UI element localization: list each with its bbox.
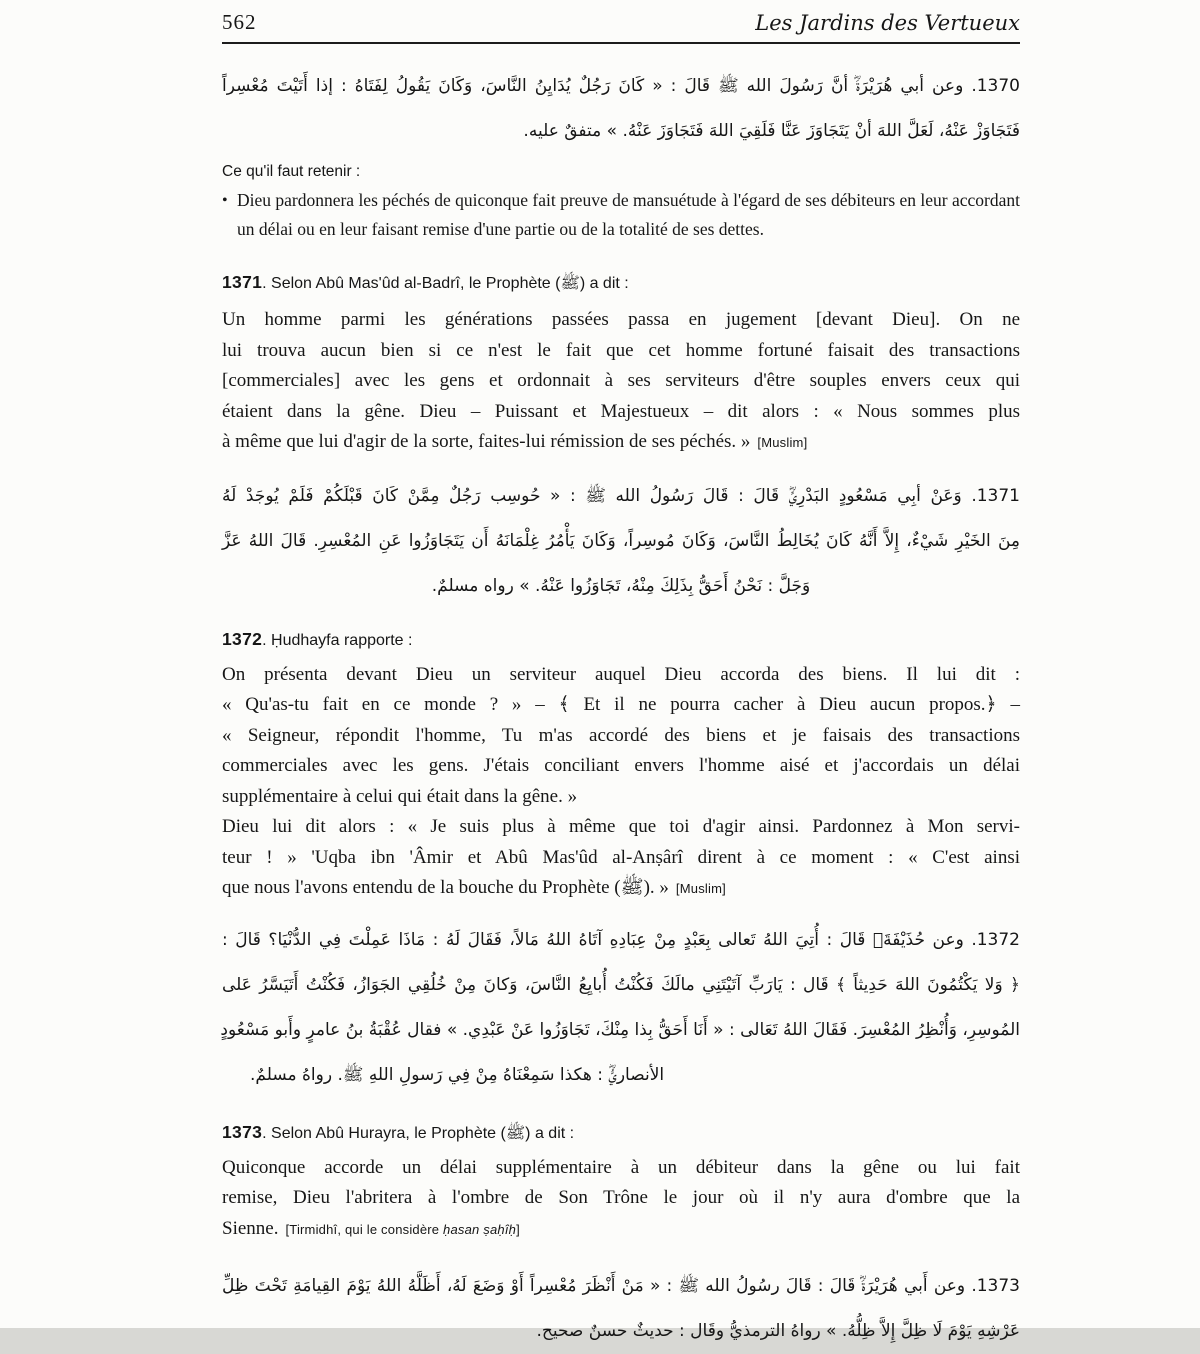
arabic-hadith-line: المُوسِرِ، وَأُنْظِرُ المُعْسِرَ. فَقَالَ اللهُ تَعَالى : « أَنَا أَحَقُّ بِذا مِنْكَ، تَجَاوَزُوا عَنْ عَبْدِي. » فقال عُقْبَةُ بنُ عامرٍ وأَبو مَسْعُودٍ	[220, 1019, 1020, 1040]
paragraph-line-text: teur ! » 'Uqba ibn 'Âmir et Abû Mas'ûd al-Anṣârî dirent à ce moment : « C'est ainsi	[222, 846, 1020, 868]
paragraph-line-text: [commerciales] avec les gens et ordonnait à ses serviteurs d'être souples envers ceux qui	[222, 370, 1020, 391]
key-points-note	[222, 163, 1020, 244]
arabic-hadith-line: 1370. وعن أبي هُرَيْرَةَؓ أنَّ رَسُولَ الله ﷺ قَالَ : « كَانَ رَجُلٌ يُدَايِنُ النَّاسَ، وَكَانَ يَقُولُ لِفَتَاهُ : إذا أَتَيْتَ مُعْسِراً	[222, 76, 1020, 96]
bullet-text	[237, 186, 1020, 244]
paragraph-line	[222, 1183, 1020, 1214]
paragraph-line-text: supplémentaire à celui qui était dans la gêne. »	[222, 785, 578, 807]
paragraph-line-text: que nous l'avons entendu de la bouche du Prophète (ﷺ). »	[222, 877, 669, 898]
paragraph-line	[222, 873, 1020, 904]
paragraph-line-text: « Qu'as-tu fait en ce monde ? » – ﴾ Et il ne pourra cacher à Dieu aucun propos.﴿ –	[222, 694, 1020, 715]
paragraph-line	[222, 782, 1020, 813]
bullet-text-line: Dieu pardonnera les péchés de quiconque fait preuve de mansuétude à l'égard de ses débiteurs en leur accordant	[236, 190, 1020, 210]
key-points-label: Ce qu'il faut retenir :	[222, 163, 361, 180]
section-heading	[222, 627, 1020, 653]
paragraph-line	[222, 843, 1020, 874]
section-number: 1373	[222, 1121, 263, 1142]
paragraph-line	[222, 305, 1020, 336]
arabic-hadith-block	[222, 64, 1020, 154]
key-points-bullet	[222, 186, 1020, 244]
arabic-hadith-block	[222, 474, 1020, 609]
paragraph-line-text: remise, Dieu l'abritera à l'ombre de Son Trône le jour où il n'y aura d'ombre que la	[222, 1187, 1020, 1208]
paragraph-line	[222, 336, 1020, 367]
source-ref: [Muslim]	[675, 881, 726, 896]
arabic-hadith-line: وَجَلَّ : نَحْنُ أَحَقُّ بِذَلِكَ مِنْهُ، تَجَاوَزُوا عَنْهُ. » رواه مسلمٌ.	[431, 575, 811, 596]
paragraph-line	[222, 1153, 1020, 1184]
paragraph-line-text: Quiconque accorde un délai supplémentaire à un débiteur dans la gêne ou lui fait	[222, 1156, 1020, 1178]
page-content	[222, 64, 1020, 1354]
arabic-hadith-line: فَتَجَاوَزْ عَنْهُ، لَعَلَّ اللهَ أنْ يَتَجَاوَزَ عَنَّا فَلَقِيَ اللهَ فَتَجَاوَزَ عَنْهُ. » متفقٌ عليه.	[523, 121, 1020, 141]
section-number: 1372	[222, 628, 263, 649]
section-heading	[222, 1120, 1020, 1146]
arabic-hadith-line: 1372. وعن حُذَيْفَةَؓ قَالَ : أُتِيَ اللهُ تَعالى بِعَبْدٍ مِنْ عِبَادِهِ آتَاهُ اللهُ مَالاً، فَقَالَ لَهُ : مَاذَا عَمِلْتَ فِي الدُّنْيَا؟ قَالَ :	[222, 929, 1020, 950]
section-heading	[222, 270, 1020, 296]
paragraph-line-text: Un homme parmi les générations passées passa en jugement [devant Dieu]. On ne	[222, 309, 1020, 330]
paragraph-line	[222, 660, 1020, 691]
paragraph-line	[222, 721, 1020, 752]
arabic-hadith-line: مِنَ الخَيْرِ شَيْءٌ، إِلاَّ أَنَّهُ كَانَ يُخَالِطُ النَّاسَ، وَكَانَ مُوسِراً، وَكَانَ يَأْمُرُ غِلْمَانَهُ أَن يَتَجَاوَزُوا عَنِ المُعْسِرِ. قَالَ اللهُ عَزَّ	[222, 530, 1020, 551]
paragraph-line-text: étaient dans la gêne. Dieu – Puissant et Majestueux – dit alors : « Nous sommes plus	[222, 400, 1020, 422]
paragraph-line	[222, 690, 1020, 721]
bullet-icon: •	[222, 192, 228, 209]
hadith-translation-paragraph	[222, 305, 1020, 458]
source-ref-grade: ḥasan ṣaḥîḥ	[443, 1221, 517, 1237]
source-ref: [Muslim]	[757, 435, 808, 450]
page-header	[222, 0, 1020, 44]
bullet-text-line: un délai ou en leur faisant remise d'une partie ou de la totalité de ses dettes.	[236, 219, 764, 239]
section-number: 1371	[222, 272, 263, 292]
paragraph-line	[222, 751, 1020, 782]
arabic-hadith-line: ﴿ وَلا يَكْتُمُونَ اللهَ حَدِيثاً ﴾ قَال : يَارَبِّ آتَيْتَنِي مالَكَ فَكُنْتُ أُبايِعُ النَّاسَ، وَكانَ مِنْ خُلُقِي الجَوَازُ، فَكُنْتُ أَتَيَسَّرُ عَلى	[222, 974, 1020, 995]
source-ref	[285, 1222, 519, 1237]
paragraph-line-text: à même que lui d'agir de la sorte, faites-lui rémission de ses péchés. »	[222, 431, 751, 452]
hadith-translation-paragraph	[222, 1153, 1020, 1245]
arabic-hadith-block	[222, 1264, 1020, 1354]
paragraph-line	[222, 397, 1020, 428]
arabic-hadith-line: 1373. وعن أَبي هُرَيْرَةَؓ قَالَ : قَالَ رسُولُ الله ﷺ : « مَنْ أَنْظَرَ مُعْسِراً أَوْ وَضَعَ لَهُ، أَظَلَّهُ اللهُ يَوْمَ القِيامَةِ تَحْتَ ظِلِّ	[222, 1276, 1020, 1296]
arabic-hadith-line: عَرْشِهِ يَوْمَ لَا ظِلَّ إِلاَّ ظِلُّهُ. » رواهُ الترمذيُّ وقَال : حديثٌ حسنٌ صحيح.	[536, 1321, 1020, 1341]
paragraph-line-text: lui trouva aucun bien si ce n'est le fait que cet homme fortuné faisait des transactions	[222, 339, 1020, 361]
paragraph-line-text: « Seigneur, répondit l'homme, Tu m'as accordé des biens et je faisais des transactions	[222, 724, 1020, 746]
section-heading-text: . Selon Abû Mas'ûd al-Badrî, le Prophète (ﷺ) a dit :	[262, 275, 629, 292]
hadith-translation-paragraph	[222, 660, 1020, 813]
arabic-hadith-line: الأنصاريُّؓ : هكذا سَمِعْنَاهُ مِنْ فِي رَسولِ اللهِ ﷺ. رواهُ مسلمٌ.	[250, 1064, 665, 1085]
page-number: 562	[222, 10, 257, 34]
paragraph-line	[222, 366, 1020, 397]
source-ref-suffix: ]	[516, 1221, 520, 1237]
section-heading-text: . Selon Abû Hurayra, le Prophète (ﷺ) a dit :	[262, 1124, 575, 1142]
hadith-translation-paragraph	[222, 812, 1020, 904]
paragraph-line-text: Dieu lui dit alors : « Je suis plus à même que toi d'agir ainsi. Pardonnez à Mon servi-	[222, 816, 1020, 837]
book-title: Les Jardins des Vertueux	[755, 11, 1020, 35]
paragraph-line-text: On présenta devant Dieu un serviteur auquel Dieu accorda des biens. Il lui dit :	[222, 663, 1020, 685]
arabic-hadith-line: 1371. وَعَنْ أبِي مَسْعُودٍ البَدْرِيِّؓ قَالَ : قَالَ رَسُولُ الله ﷺ : « حُوسِب رَجُلٌ مِمَّنْ كَانَ قَبْلَكُمْ فَلَمْ يُوجَدْ لَهُ	[222, 485, 1020, 506]
paragraph-line	[222, 812, 1020, 843]
paragraph-line	[222, 427, 1020, 458]
arabic-hadith-block	[222, 918, 1020, 1098]
paragraph-line-text: Sienne.	[222, 1217, 279, 1239]
source-ref-prefix: [Tirmidhî, qui le considère	[285, 1221, 444, 1237]
paragraph-line-text: commerciales avec les gens. J'étais conciliant envers l'homme aisé et j'accordais un délai	[222, 755, 1020, 776]
paragraph-line	[222, 1214, 1020, 1245]
section-heading-text: . Ḥudhayfa rapporte :	[262, 631, 413, 649]
